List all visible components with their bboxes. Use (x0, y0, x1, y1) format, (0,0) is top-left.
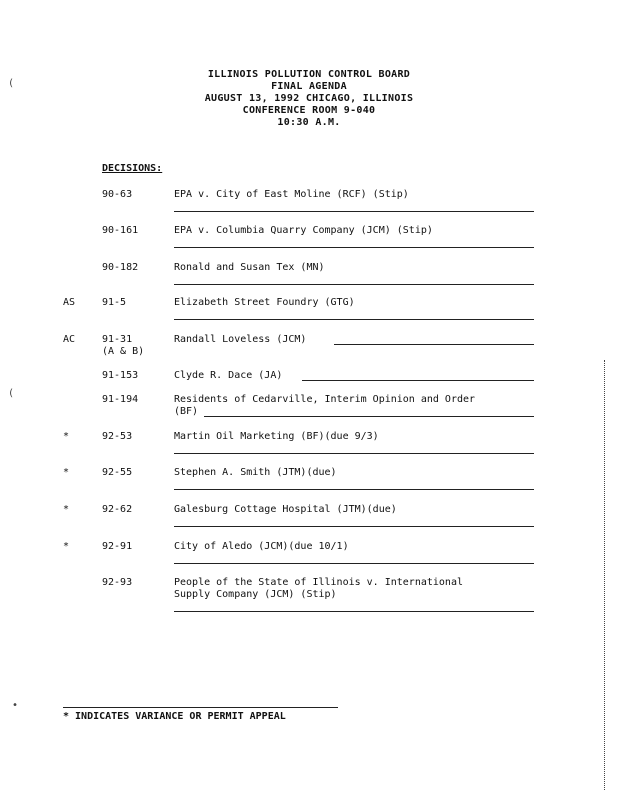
footnote-rule (63, 707, 338, 708)
item-marker: * (63, 431, 70, 442)
docket-number: 92-91 (102, 541, 133, 552)
case-title: Randall Loveless (JCM) (174, 334, 307, 345)
item-marker: * (63, 541, 70, 552)
docket-number: 92-93 (102, 577, 133, 588)
docket-number: 91-31 (102, 334, 133, 345)
docket-number: 90-182 (102, 262, 139, 273)
case-title-continued: Supply Company (JCM) (Stip) (174, 589, 337, 600)
scan-edge-artifact (604, 360, 606, 790)
case-title: Clyde R. Dace (JA) (174, 370, 283, 381)
entry-line (204, 416, 534, 417)
case-title: Galesburg Cottage Hospital (JTM)(due) (174, 504, 397, 515)
entry-line (174, 284, 534, 285)
docket-number: 90-161 (102, 225, 139, 236)
decisions-heading: DECISIONS: (102, 163, 163, 174)
case-title: Martin Oil Marketing (BF)(due 9/3) (174, 431, 379, 442)
entry-line (174, 247, 534, 248)
docket-number: 91-153 (102, 370, 139, 381)
hole-punch-mark: ( (8, 388, 15, 399)
item-marker: AC (63, 334, 76, 345)
meeting-date-location: AUGUST 13, 1992 CHICAGO, ILLINOIS (204, 93, 414, 104)
case-title: Ronald and Susan Tex (MN) (174, 262, 325, 273)
case-title: Residents of Cedarville, Interim Opinion and Order (174, 394, 476, 405)
case-title: Elizabeth Street Foundry (GTG) (174, 297, 355, 308)
entry-line (174, 563, 534, 564)
entry-line (174, 453, 534, 454)
item-marker: AS (63, 297, 76, 308)
docket-number: 92-53 (102, 431, 133, 442)
entry-line (174, 611, 534, 612)
entry-line (174, 319, 534, 320)
entry-line (334, 344, 534, 345)
meeting-room: CONFERENCE ROOM 9-040 (242, 105, 376, 116)
board-name: ILLINOIS POLLUTION CONTROL BOARD (207, 69, 411, 80)
entry-line (174, 489, 534, 490)
agenda-title: FINAL AGENDA (271, 81, 347, 92)
hole-punch-mark: • (12, 700, 19, 711)
docket-number: 92-62 (102, 504, 133, 515)
case-title: People of the State of Illinois v. International (174, 577, 463, 588)
case-title: City of Aledo (JCM)(due 10/1) (174, 541, 349, 552)
case-title: EPA v. Columbia Quarry Company (JCM) (Stip) (174, 225, 433, 236)
entry-line (302, 380, 534, 381)
docket-number: 91-5 (102, 297, 127, 308)
item-marker: * (63, 504, 70, 515)
docket-number: 90-63 (102, 189, 133, 200)
case-title: Stephen A. Smith (JTM)(due) (174, 467, 337, 478)
docket-suffix: (A & B) (102, 346, 145, 357)
meeting-time: 10:30 A.M. (277, 117, 341, 128)
footnote: * INDICATES VARIANCE OR PERMIT APPEAL (63, 711, 286, 722)
docket-number: 91-194 (102, 394, 139, 405)
entry-line (174, 526, 534, 527)
item-marker: * (63, 467, 70, 478)
entry-line (174, 211, 534, 212)
case-title-continued: (BF) (174, 406, 199, 417)
docket-number: 92-55 (102, 467, 133, 478)
case-title: EPA v. City of East Moline (RCF) (Stip) (174, 189, 409, 200)
hole-punch-mark: ( (8, 78, 15, 89)
